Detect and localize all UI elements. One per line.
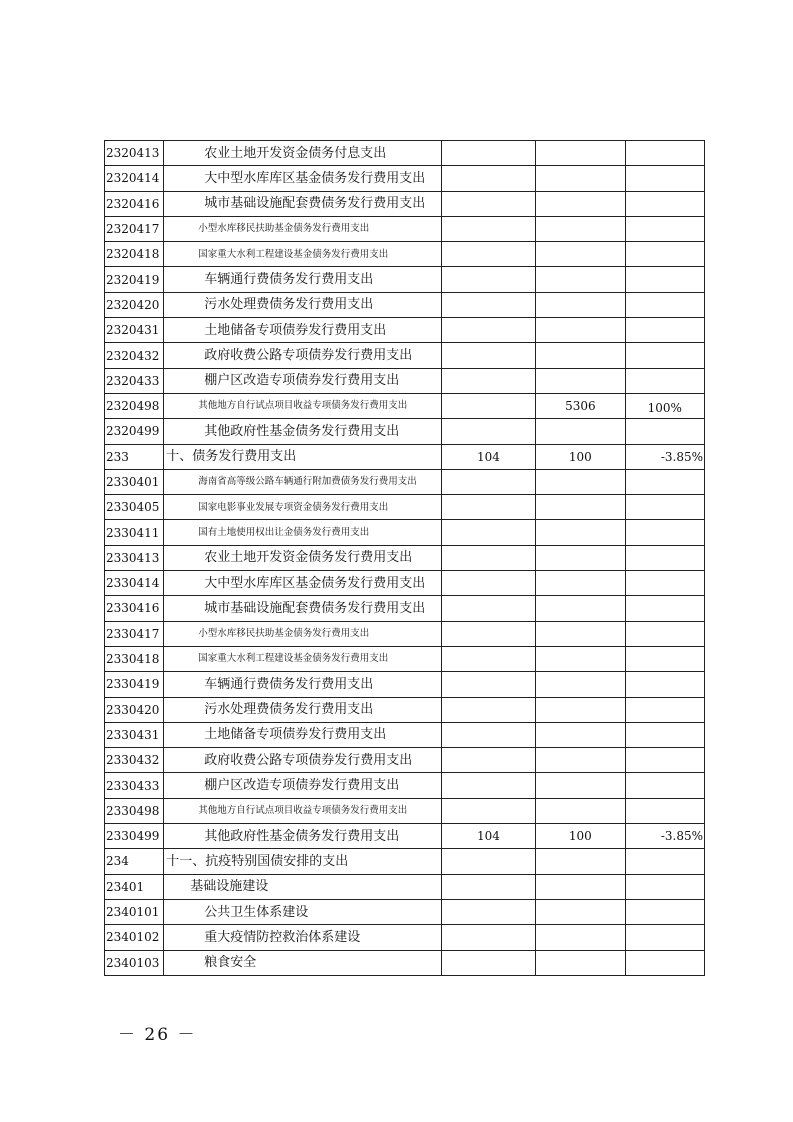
subject-name-cell: 政府收费公路专项债券发行费用支出 [164, 343, 441, 368]
growth-rate-cell [625, 925, 704, 950]
table-row [105, 748, 705, 773]
amount-previous-cell [441, 520, 535, 545]
subject-name-cell: 污水处理费债务发行费用支出 [164, 697, 441, 722]
table-row [105, 368, 705, 393]
amount-previous-cell [441, 773, 535, 798]
page-number: － 26 － [118, 1025, 197, 1045]
subject-name-cell: 棚户区改造专项债券发行费用支出 [164, 773, 441, 798]
amount-previous-cell [441, 748, 535, 773]
table-row [105, 520, 705, 545]
subject-code-cell: 2320431 [105, 318, 164, 343]
subject-code-cell: 2340102 [105, 925, 164, 950]
table-row [105, 166, 705, 191]
table-row [105, 672, 705, 697]
table-row [105, 571, 705, 596]
growth-rate-cell [625, 545, 704, 570]
subject-name-cell: 农业土地开发资金债务发行费用支出 [164, 545, 441, 570]
subject-name-cell: 其他政府性基金债务发行费用支出 [164, 824, 441, 849]
growth-rate-cell [625, 621, 704, 646]
amount-previous-cell [441, 798, 535, 823]
table-row [105, 773, 705, 798]
growth-rate-cell [625, 343, 704, 368]
amount-current-cell [536, 798, 625, 823]
amount-previous-cell [441, 596, 535, 621]
amount-current-cell [536, 343, 625, 368]
growth-rate-cell [625, 596, 704, 621]
amount-previous-cell [441, 469, 535, 494]
amount-previous-cell [441, 672, 535, 697]
growth-rate-cell [625, 672, 704, 697]
growth-rate-cell [625, 646, 704, 671]
amount-previous-cell [441, 191, 535, 216]
table-row [105, 621, 705, 646]
subject-code-cell: 2320413 [105, 141, 164, 166]
amount-previous-cell [441, 242, 535, 267]
table-row [105, 292, 705, 317]
subject-name-cell: 土地储备专项债券发行费用支出 [164, 722, 441, 747]
growth-rate-cell [625, 166, 704, 191]
amount-previous-cell [441, 646, 535, 671]
subject-code-cell: 2330419 [105, 672, 164, 697]
amount-current-cell [536, 368, 625, 393]
growth-rate-cell: -3.85% [625, 824, 704, 849]
amount-current-cell [536, 571, 625, 596]
table-row [105, 824, 705, 849]
subject-code-cell: 2320499 [105, 419, 164, 444]
amount-previous-cell [441, 166, 535, 191]
amount-previous-cell [441, 899, 535, 924]
amount-current-cell [536, 899, 625, 924]
amount-current-cell [536, 748, 625, 773]
amount-previous-cell [441, 343, 535, 368]
growth-rate-cell [625, 571, 704, 596]
subject-name-cell: 十一、抗疫特别国债安排的支出 [164, 849, 441, 874]
subject-name-cell: 国家电影事业发展专项资金债务发行费用支出 [164, 495, 441, 520]
subject-code-cell: 2320414 [105, 166, 164, 191]
table-row [105, 469, 705, 494]
subject-name-cell: 车辆通行费债务发行费用支出 [164, 672, 441, 697]
amount-current-cell [536, 216, 625, 241]
subject-code-cell: 2330401 [105, 469, 164, 494]
amount-previous-cell [441, 292, 535, 317]
subject-code-cell: 234 [105, 849, 164, 874]
subject-code-cell: 2330431 [105, 722, 164, 747]
growth-rate-cell [625, 267, 704, 292]
subject-code-cell: 2330417 [105, 621, 164, 646]
growth-rate-cell [625, 950, 704, 975]
subject-name-cell: 公共卫生体系建设 [164, 899, 441, 924]
amount-previous-cell [441, 368, 535, 393]
amount-previous-cell [441, 318, 535, 343]
subject-code-cell: 2330499 [105, 824, 164, 849]
subject-code-cell: 2340101 [105, 899, 164, 924]
growth-rate-cell [625, 419, 704, 444]
subject-name-cell: 基础设施建设 [164, 874, 441, 899]
table-row [105, 393, 705, 418]
amount-current-cell [536, 874, 625, 899]
subject-name-cell: 小型水库移民扶助基金债务发行费用支出 [164, 621, 441, 646]
amount-previous-cell [441, 545, 535, 570]
amount-current-cell [536, 722, 625, 747]
subject-name-cell: 粮食安全 [164, 950, 441, 975]
subject-name-cell: 棚户区改造专项债券发行费用支出 [164, 368, 441, 393]
table-row [105, 874, 705, 899]
subject-name-cell: 土地储备专项债券发行费用支出 [164, 318, 441, 343]
table-row [105, 141, 705, 166]
amount-previous-cell [441, 697, 535, 722]
amount-current-cell: 100 [536, 824, 625, 849]
subject-name-cell: 政府收费公路专项债券发行费用支出 [164, 748, 441, 773]
amount-previous-cell [441, 571, 535, 596]
table-row [105, 216, 705, 241]
amount-previous-cell [441, 950, 535, 975]
amount-current-cell [536, 292, 625, 317]
subject-code-cell: 2330418 [105, 646, 164, 671]
growth-rate-cell [625, 242, 704, 267]
growth-rate-cell [625, 141, 704, 166]
subject-code-cell: 2330411 [105, 520, 164, 545]
growth-rate-cell [625, 899, 704, 924]
subject-name-cell: 国家重大水利工程建设基金债务发行费用支出 [164, 646, 441, 671]
amount-previous-cell [441, 141, 535, 166]
subject-code-cell: 2340103 [105, 950, 164, 975]
subject-code-cell: 2320418 [105, 242, 164, 267]
subject-code-cell: 233 [105, 444, 164, 469]
subject-name-cell: 其他地方自行试点项目收益专项债务发行费用支出 [164, 393, 441, 418]
amount-current-cell [536, 495, 625, 520]
amount-previous-cell [441, 849, 535, 874]
growth-rate-cell [625, 874, 704, 899]
subject-code-cell: 2330413 [105, 545, 164, 570]
growth-rate-text: 100% [647, 401, 682, 416]
amount-current-cell [536, 191, 625, 216]
subject-name-cell: 小型水库移民扶助基金债务发行费用支出 [164, 216, 441, 241]
amount-current-cell [536, 318, 625, 343]
growth-rate-cell [625, 697, 704, 722]
subject-code-cell: 2330432 [105, 748, 164, 773]
subject-name-cell: 其他地方自行试点项目收益专项债务发行费用支出 [164, 798, 441, 823]
subject-code-cell: 2320417 [105, 216, 164, 241]
growth-rate-cell [625, 191, 704, 216]
subject-code-cell: 2330414 [105, 571, 164, 596]
amount-current-cell [536, 141, 625, 166]
amount-previous-cell: 104 [441, 444, 535, 469]
table-row [105, 318, 705, 343]
growth-rate-cell [625, 722, 704, 747]
growth-rate-cell [625, 216, 704, 241]
table-row [105, 722, 705, 747]
table-row [105, 697, 705, 722]
amount-current-cell: 5306 [536, 393, 625, 418]
subject-code-cell: 2320419 [105, 267, 164, 292]
amount-current-cell [536, 596, 625, 621]
growth-rate-cell [625, 368, 704, 393]
amount-current-cell [536, 925, 625, 950]
amount-current-cell [536, 267, 625, 292]
table-row [105, 495, 705, 520]
subject-name-cell: 污水处理费债务发行费用支出 [164, 292, 441, 317]
subject-code-cell: 2320420 [105, 292, 164, 317]
amount-previous-cell [441, 267, 535, 292]
growth-rate-cell [625, 495, 704, 520]
subject-code-cell: 2320433 [105, 368, 164, 393]
table-row [105, 242, 705, 267]
subject-code-cell: 2320416 [105, 191, 164, 216]
amount-current-cell [536, 621, 625, 646]
amount-current-cell [536, 469, 625, 494]
amount-current-cell [536, 697, 625, 722]
amount-previous-cell [441, 393, 535, 418]
table-row [105, 646, 705, 671]
table-row [105, 419, 705, 444]
subject-code-cell: 23401 [105, 874, 164, 899]
subject-name-cell: 海南省高等级公路车辆通行附加费债务发行费用支出 [164, 469, 441, 494]
table-row [105, 444, 705, 469]
table-row [105, 899, 705, 924]
amount-current-cell [536, 419, 625, 444]
amount-current-cell [536, 849, 625, 874]
table-body [105, 141, 705, 976]
amount-previous-cell [441, 621, 535, 646]
subject-name-cell: 城市基础设施配套费债务发行费用支出 [164, 191, 441, 216]
subject-name-cell: 国家重大水利工程建设基金债务发行费用支出 [164, 242, 441, 267]
table-row [105, 798, 705, 823]
subject-code-cell: 2330416 [105, 596, 164, 621]
amount-current-cell [536, 773, 625, 798]
amount-current-cell [536, 646, 625, 671]
amount-previous-cell [441, 495, 535, 520]
table-row [105, 925, 705, 950]
table-row [105, 343, 705, 368]
subject-name-cell: 大中型水库库区基金债务发行费用支出 [164, 166, 441, 191]
subject-code-cell: 2330420 [105, 697, 164, 722]
amount-previous-cell [441, 722, 535, 747]
subject-code-cell: 2330498 [105, 798, 164, 823]
growth-rate-cell [625, 292, 704, 317]
table-row [105, 849, 705, 874]
growth-rate-cell [625, 798, 704, 823]
growth-rate-cell [625, 773, 704, 798]
subject-name-cell: 大中型水库库区基金债务发行费用支出 [164, 571, 441, 596]
subject-name-cell: 十、债务发行费用支出 [164, 444, 441, 469]
subject-code-cell: 2320498 [105, 393, 164, 418]
amount-previous-cell [441, 874, 535, 899]
amount-current-cell [536, 166, 625, 191]
growth-rate-cell [625, 469, 704, 494]
amount-previous-cell: 104 [441, 824, 535, 849]
subject-code-cell: 2320432 [105, 343, 164, 368]
table-row [105, 545, 705, 570]
growth-rate-cell: -3.85% [625, 444, 704, 469]
amount-previous-cell [441, 216, 535, 241]
subject-code-cell: 2330433 [105, 773, 164, 798]
amount-previous-cell [441, 419, 535, 444]
growth-rate-cell [625, 849, 704, 874]
subject-name-cell: 其他政府性基金债务发行费用支出 [164, 419, 441, 444]
subject-code-cell: 2330405 [105, 495, 164, 520]
amount-current-cell [536, 545, 625, 570]
amount-current-cell [536, 520, 625, 545]
table-row [105, 950, 705, 975]
amount-current-cell: 100 [536, 444, 625, 469]
amount-current-cell [536, 950, 625, 975]
amount-current-cell [536, 672, 625, 697]
subject-name-cell: 车辆通行费债务发行费用支出 [164, 267, 441, 292]
budget-expenditure-table [104, 140, 705, 976]
growth-rate-cell [625, 520, 704, 545]
amount-previous-cell [441, 925, 535, 950]
table-row [105, 191, 705, 216]
amount-current-cell [536, 242, 625, 267]
subject-name-cell: 农业土地开发资金债务付息支出 [164, 141, 441, 166]
subject-name-cell: 城市基础设施配套费债务发行费用支出 [164, 596, 441, 621]
growth-rate-cell [625, 393, 704, 418]
table-row [105, 596, 705, 621]
growth-rate-cell [625, 748, 704, 773]
subject-name-cell: 重大疫情防控救治体系建设 [164, 925, 441, 950]
table-row [105, 267, 705, 292]
subject-name-cell: 国有土地使用权出让金债务发行费用支出 [164, 520, 441, 545]
growth-rate-cell [625, 318, 704, 343]
